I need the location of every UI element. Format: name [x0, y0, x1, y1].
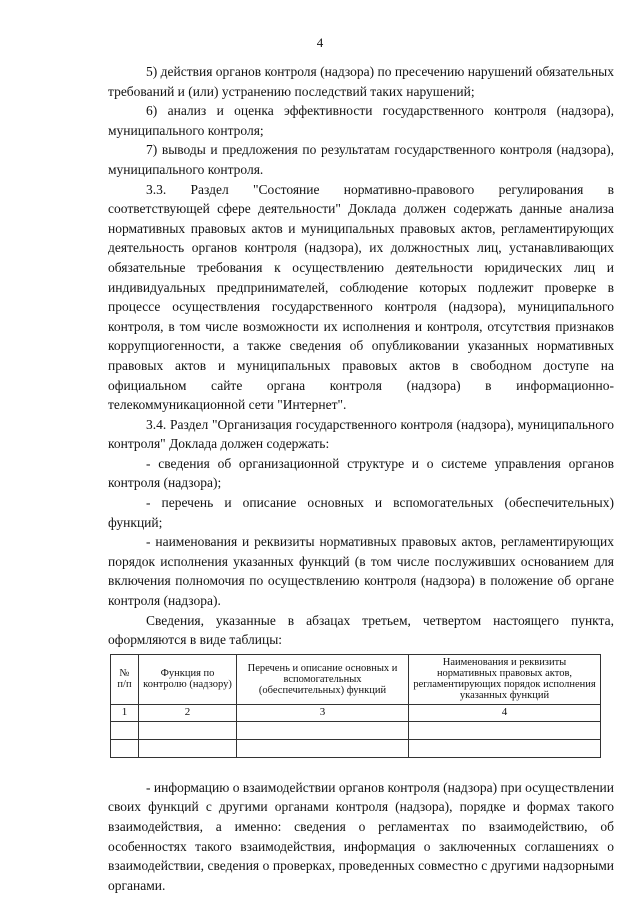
list-item-legal-acts: - наименования и реквизиты нормативных правовых актов, регламентирующих порядок исполнения указанных функций (в том числе послуживших основанием для включения полномочия по осуществлению контроля (надзора) в положение об органе контроля (надзора). — [108, 534, 614, 609]
table-cell — [111, 721, 139, 739]
table-cell — [139, 739, 237, 757]
table-cell — [409, 721, 601, 739]
header-function: Функция по контролю (надзору) — [139, 654, 237, 704]
list-item-org-structure: - сведения об организационной структуре и о системе управления органов контроля (надзора); — [108, 455, 614, 491]
header-legal-acts: Наименования и реквизиты нормативных правовых актов, регламентирующих порядок исполнения указанных функций — [409, 654, 601, 704]
table-header-row — [111, 654, 601, 704]
column-number-3: 3 — [237, 704, 409, 721]
paragraph-section-3-4: 3.4. Раздел "Организация государственного контроля (надзора), муниципального контроля" Доклада должен содержать: — [108, 416, 614, 452]
column-number-1: 1 — [111, 704, 139, 721]
table-cell — [409, 739, 601, 757]
table-row — [111, 739, 601, 757]
table-column-numbers-row — [111, 704, 601, 721]
table-cell — [111, 739, 139, 757]
document-body — [108, 62, 614, 895]
paragraph-section-3-3: 3.3. Раздел "Состояние нормативно-правового регулирования в соответствующей сфере деятельности" Доклада должен содержать данные анализа нормативных правовых актов и муниципальных правовых актов, регламентирующих деятельность органов контроля (надзора), их должностных лиц, устанавливающих обязательные требования к осуществлению деятельности юридических лиц и индивидуальных предпринимателей, соблюдение которых подлежит проверке в процессе осуществления государственного контроля (надзора), муниципального контроля, в том числе возможности их исполнения и контроля, отсутствия признаков коррупциогенности, а также сведения об опубликовании указанных нормативных правовых актов и муниципальных правовых актов в свободном доступе на официальном сайте органа контроля (надзора) в информационно-телекоммуникационной сети "Интернет". — [108, 181, 614, 413]
paragraph-conclusions: 7) выводы и предложения по результатам государственного контроля (надзора), муниципального контроля. — [108, 142, 614, 177]
column-number-4: 4 — [409, 704, 601, 721]
paragraph-effectiveness-analysis: 6) анализ и оценка эффективности государственного контроля (надзора), муниципального контроля; — [108, 103, 614, 138]
page-number: 4 — [316, 35, 324, 50]
table-row — [111, 721, 601, 739]
header-functions-list: Перечень и описание основных и вспомогательных (обеспечительных) функций — [237, 654, 409, 704]
column-number-2: 2 — [139, 704, 237, 721]
paragraph-interaction-info: - информацию о взаимодействии органов контроля (надзора) при осуществлении своих функций с другими органами контроля (надзора), порядке и формах такого взаимодействия, а именно: сведения о регламентах по взаимодействию, об особенностях такого взаимодействия, информация о заключенных соглашениях о взаимодействии, сведения о проверках, проведенных совместно с другими надзорными органами. — [108, 779, 614, 893]
table-cell — [237, 721, 409, 739]
paragraph-table-intro: Сведения, указанные в абзацах третьем, четвертом настоящего пункта, оформляются в виде таблицы: — [108, 612, 614, 648]
functions-table — [110, 654, 601, 758]
list-item-functions: - перечень и описание основных и вспомогательных (обеспечительных) функций; — [108, 495, 614, 530]
header-number: № п/п — [111, 654, 139, 704]
table-cell — [237, 739, 409, 757]
paragraph-violation-actions: 5) действия органов контроля (надзора) по пресечению нарушений обязательных требований и (или) устранению последствий таких нарушений; — [108, 64, 614, 99]
table-cell — [139, 721, 237, 739]
